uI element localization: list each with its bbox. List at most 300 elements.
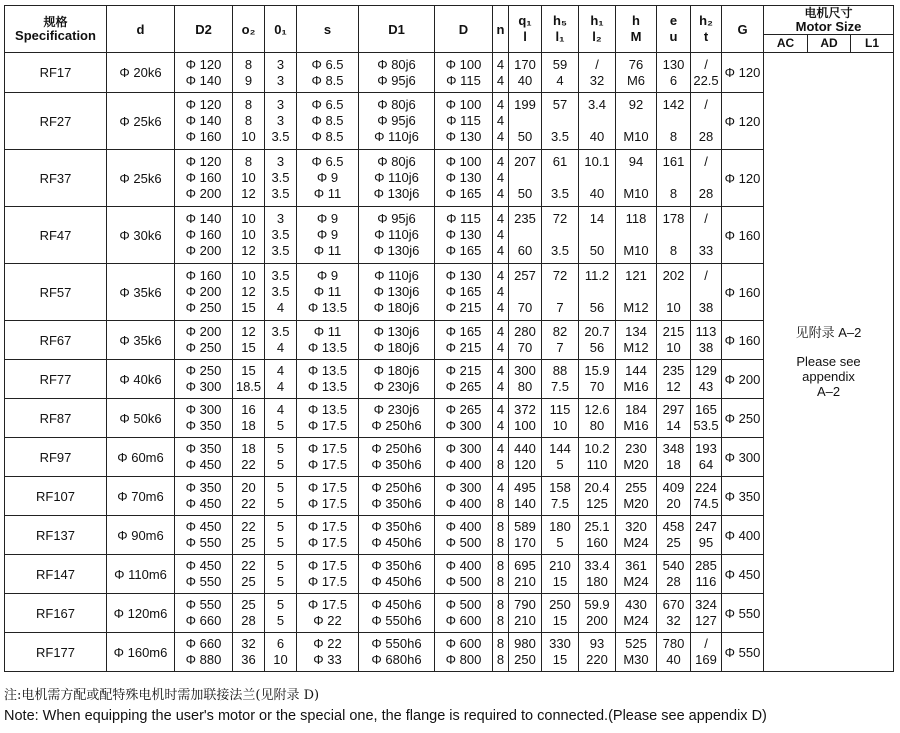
cell-value: 4: [276, 379, 285, 394]
cell-value: Φ 120: [185, 56, 222, 72]
cell-value: 10: [241, 211, 256, 226]
cell-g: Φ 450: [722, 555, 764, 594]
cell-value: Φ 17.5: [307, 535, 348, 550]
cell-spec: RF77: [5, 360, 107, 399]
cell-value: 116: [695, 574, 717, 589]
cell-value: 144: [625, 363, 647, 378]
cell-spec: RF107: [5, 477, 107, 516]
cell-value: 10: [666, 340, 681, 355]
cell-value: [509, 170, 541, 186]
cell-value: 94: [628, 154, 644, 169]
cell-value: Φ 100: [445, 56, 482, 72]
cell-value: Φ 100: [445, 97, 482, 112]
cell-d: Φ 60m6: [107, 438, 175, 477]
cell-value: Φ 110j6: [374, 129, 419, 144]
header-t: t: [703, 29, 709, 44]
cell-value: 4: [496, 300, 505, 315]
cell-h: [616, 321, 657, 360]
cell-value: Φ 215: [445, 363, 482, 378]
table-row: [5, 633, 894, 672]
cell-value: [616, 284, 656, 300]
cell-n: [493, 360, 509, 399]
table-row: [5, 321, 894, 360]
cell-d1: [359, 516, 435, 555]
table-row: [5, 477, 894, 516]
cell-value: 4: [276, 340, 285, 355]
header-h-m: [616, 6, 657, 53]
header-spec-zh: 规格: [43, 14, 68, 29]
cell-h: [616, 399, 657, 438]
cell-value: Φ 8.5: [311, 72, 344, 88]
cell-value: M24: [623, 535, 649, 550]
cell-value: 142: [662, 97, 685, 112]
cell-value: [691, 227, 721, 243]
cell-value: 4: [496, 340, 505, 355]
cell-value: Φ 660: [185, 613, 222, 628]
cell-value: 18.5: [235, 379, 262, 394]
cell-value: 12: [666, 379, 681, 394]
cell-s: [297, 516, 359, 555]
cell-h1: [579, 516, 616, 555]
cell-value: 72: [552, 211, 568, 226]
cell-value: 255: [625, 480, 647, 495]
cell-value: 695: [514, 558, 536, 573]
cell-value: 15: [241, 340, 256, 355]
cell-value: 440: [514, 441, 536, 456]
cell-value: 5: [556, 535, 564, 550]
cell-value: 72: [552, 268, 568, 283]
table-header: [5, 6, 894, 53]
cell-value: 3.5: [271, 268, 290, 283]
header-l: l: [523, 29, 527, 44]
cell-value: 257: [514, 268, 536, 283]
cell-value: Φ 130: [445, 129, 482, 144]
cell-value: 120: [514, 457, 536, 472]
cell-value: Φ 550: [185, 597, 222, 612]
header-h5: h₅: [553, 13, 567, 28]
cell-value: 200: [586, 613, 608, 628]
cell-value: 64: [698, 457, 714, 472]
cell-value: 790: [514, 597, 536, 612]
cell-value: 118: [625, 211, 647, 226]
cell-value: 18: [241, 418, 256, 433]
cell-value: Φ 180j6: [373, 300, 420, 315]
cell-h: [616, 438, 657, 477]
cell-d1: [359, 53, 435, 93]
cell-value: 15: [552, 652, 568, 667]
cell-value: Φ 130j6: [373, 324, 420, 339]
cell-o2: [233, 555, 265, 594]
cell-value: 3.5: [271, 243, 290, 258]
header-ad: AD: [808, 35, 851, 53]
cell-spec: RF147: [5, 555, 107, 594]
cell-value: Φ 600: [445, 613, 482, 628]
cell-d1: [359, 399, 435, 438]
cell-value: 80: [589, 418, 605, 433]
cell-e: [657, 264, 691, 321]
cell-h2: [691, 93, 722, 150]
cell-value: 235: [662, 363, 685, 378]
cell-value: [616, 113, 656, 129]
cell-value: Φ 115: [446, 113, 481, 128]
cell-value: Φ 130j6: [373, 284, 420, 299]
cell-value: Φ 110j6: [374, 268, 419, 283]
cell-d: [435, 150, 493, 207]
cell-value: 8: [496, 636, 505, 651]
cell-h: [616, 207, 657, 264]
cell-e: [657, 321, 691, 360]
table-row: [5, 438, 894, 477]
cell-h2: [691, 555, 722, 594]
cell-o2: [233, 207, 265, 264]
cell-value: 215: [662, 324, 685, 339]
cell-n: [493, 438, 509, 477]
cell-value: Φ 9: [316, 268, 339, 283]
cell-value: [691, 113, 721, 129]
cell-value: Φ 400: [445, 496, 482, 511]
cell-d2: [175, 438, 233, 477]
cell-s: [297, 93, 359, 150]
cell-value: Φ 250h6: [371, 480, 422, 495]
cell-h5: [542, 53, 579, 93]
cell-n: [493, 477, 509, 516]
cell-value: Φ 400: [445, 558, 482, 573]
cell-value: Φ 250: [185, 340, 222, 355]
cell-value: 4: [496, 441, 505, 456]
cell-d: [435, 555, 493, 594]
table-row: [5, 93, 894, 150]
header-n: n: [493, 6, 509, 53]
cell-q1: [509, 399, 542, 438]
cell-value: /: [704, 97, 708, 112]
cell-value: /: [704, 211, 708, 226]
cell-value: [579, 170, 615, 186]
cell-d: [435, 321, 493, 360]
cell-value: 11.2: [584, 268, 610, 283]
cell-value: 115: [549, 402, 571, 417]
cell-value: 8: [496, 597, 505, 612]
cell-value: 5: [276, 574, 285, 589]
cell-value: 10: [273, 652, 288, 667]
cell-h5: [542, 207, 579, 264]
cell-value: Φ 265: [445, 379, 482, 394]
cell-d: [435, 264, 493, 321]
cell-d2: [175, 150, 233, 207]
cell-value: Φ 500: [445, 574, 482, 589]
cell-value: 5: [276, 519, 285, 534]
cell-value: 207: [514, 154, 536, 169]
cell-h5: [542, 555, 579, 594]
cell-d2: [175, 360, 233, 399]
cell-spec: RF97: [5, 438, 107, 477]
cell-value: 8: [244, 97, 253, 112]
cell-h1: [579, 321, 616, 360]
cell-value: 348: [662, 441, 685, 456]
cell-d2: [175, 477, 233, 516]
cell-value: 144: [549, 441, 571, 456]
cell-e: [657, 399, 691, 438]
cell-value: 93: [589, 636, 605, 651]
cell-value: 458: [662, 519, 685, 534]
cell-d1: [359, 207, 435, 264]
cell-value: M16: [623, 418, 649, 433]
cell-value: 8: [496, 613, 505, 628]
cell-h2: [691, 477, 722, 516]
cell-h1: [579, 633, 616, 672]
cell-value: Φ 115: [446, 72, 481, 88]
cell-h5: [542, 477, 579, 516]
cell-value: 430: [625, 597, 647, 612]
cell-q1: [509, 516, 542, 555]
cell-value: 8: [496, 574, 505, 589]
cell-d2: [175, 633, 233, 672]
cell-value: 18: [666, 457, 681, 472]
cell-value: Φ 550: [185, 574, 222, 589]
cell-value: 33.4: [584, 558, 610, 573]
cell-value: 12: [241, 243, 256, 258]
cell-q1: [509, 264, 542, 321]
cell-s: [297, 555, 359, 594]
cell-value: 70: [589, 379, 605, 394]
cell-value: 7: [556, 340, 564, 355]
cell-s: [297, 399, 359, 438]
header-motor-zh: 电机尺寸: [804, 5, 853, 20]
cell-value: Φ 13.5: [307, 363, 348, 378]
cell-value: 25: [241, 535, 256, 550]
cell-d: Φ 35k6: [107, 321, 175, 360]
cell-s: [297, 264, 359, 321]
header-h1-l2: [579, 6, 616, 53]
cell-o1: [265, 594, 297, 633]
cell-value: 7.5: [550, 379, 570, 394]
cell-value: 4: [496, 243, 505, 258]
cell-value: Φ 250h6: [371, 418, 422, 433]
cell-spec: RF177: [5, 633, 107, 672]
cell-value: 50: [589, 243, 605, 258]
cell-h5: [542, 438, 579, 477]
header-ac: AC: [764, 35, 808, 53]
table-row: [5, 594, 894, 633]
cell-value: 4: [496, 324, 505, 339]
cell-value: 59: [552, 56, 568, 72]
cell-value: 59.9: [584, 597, 610, 612]
cell-e: [657, 516, 691, 555]
header-s: s: [297, 6, 359, 53]
header-l2: l₂: [592, 29, 602, 44]
cell-value: 22.5: [693, 72, 719, 88]
cell-value: [657, 284, 690, 300]
cell-value: Φ 200: [185, 186, 222, 201]
cell-value: 95: [698, 535, 714, 550]
cell-d1: [359, 633, 435, 672]
cell-q1: [509, 633, 542, 672]
cell-value: 300: [514, 363, 536, 378]
cell-value: 25: [241, 597, 256, 612]
cell-value: Φ 350h6: [371, 519, 422, 534]
cell-value: 5: [276, 441, 285, 456]
motor-note-gap: [764, 340, 893, 354]
cell-value: 4: [496, 480, 505, 495]
cell-n: [493, 207, 509, 264]
cell-value: Φ 95j6: [377, 113, 416, 128]
cell-value: M24: [623, 613, 649, 628]
cell-g: Φ 120: [722, 93, 764, 150]
cell-q1: [509, 93, 542, 150]
cell-value: 82: [552, 324, 568, 339]
cell-spec: RF17: [5, 53, 107, 93]
cell-value: M30: [623, 652, 649, 667]
cell-value: 180: [586, 574, 608, 589]
cell-value: 250: [514, 652, 536, 667]
cell-h: [616, 93, 657, 150]
cell-n: [493, 555, 509, 594]
cell-value: Φ 550h6: [371, 613, 422, 628]
cell-value: 22: [241, 519, 256, 534]
cell-value: 324: [695, 597, 717, 612]
cell-value: 980: [514, 636, 536, 651]
cell-o1: [265, 438, 297, 477]
cell-value: 8: [244, 113, 253, 128]
cell-value: 5: [276, 496, 285, 511]
cell-o1: [265, 633, 297, 672]
cell-value: 60: [517, 243, 533, 258]
cell-value: 361: [625, 558, 647, 573]
cell-value: Φ 550: [185, 535, 222, 550]
cell-q1: [509, 438, 542, 477]
table-row: [5, 264, 894, 321]
cell-g: Φ 350: [722, 477, 764, 516]
table-row: [5, 360, 894, 399]
cell-value: 5: [276, 597, 285, 612]
cell-value: 180: [549, 519, 571, 534]
header-q1-l: [509, 6, 542, 53]
cell-value: /: [704, 268, 708, 283]
cell-o2: [233, 150, 265, 207]
cell-n: [493, 399, 509, 438]
cell-value: 20: [241, 480, 256, 495]
cell-value: 199: [514, 97, 536, 112]
cell-d2: [175, 399, 233, 438]
cell-value: Φ 800: [445, 652, 482, 667]
cell-d: [435, 360, 493, 399]
cell-o2: [233, 264, 265, 321]
cell-value: 3: [276, 72, 285, 88]
cell-value: 40: [517, 72, 533, 88]
cell-value: Φ 160: [185, 129, 222, 144]
cell-value: 3.5: [271, 324, 290, 339]
cell-o1: [265, 264, 297, 321]
cell-o2: [233, 477, 265, 516]
cell-value: 12: [241, 324, 256, 339]
cell-value: Φ 11: [313, 324, 342, 339]
cell-d: Φ 110m6: [107, 555, 175, 594]
cell-value: 7: [556, 300, 564, 315]
cell-value: M12: [623, 340, 649, 355]
cell-n: [493, 516, 509, 555]
cell-h1: [579, 477, 616, 516]
cell-value: 74.5: [693, 496, 719, 511]
cell-h5: [542, 360, 579, 399]
cell-value: 28: [698, 186, 714, 201]
cell-value: 169: [695, 652, 717, 667]
cell-value: Φ 130j6: [373, 186, 420, 201]
cell-h5: [542, 150, 579, 207]
cell-value: 4: [496, 284, 505, 299]
cell-value: Φ 880: [185, 652, 222, 667]
cell-value: 125: [586, 496, 608, 511]
table-row: [5, 53, 894, 93]
cell-h2: [691, 321, 722, 360]
cell-value: 3: [276, 56, 285, 72]
cell-value: 202: [662, 268, 685, 283]
cell-value: Φ 165: [445, 186, 482, 201]
cell-g: Φ 250: [722, 399, 764, 438]
cell-s: [297, 321, 359, 360]
cell-value: 4: [276, 300, 285, 315]
cell-s: [297, 53, 359, 93]
cell-value: 10.1: [584, 154, 610, 169]
cell-value: Φ 9: [316, 211, 339, 226]
cell-o2: [233, 399, 265, 438]
cell-value: Φ 17.5: [307, 597, 348, 612]
cell-h1: [579, 360, 616, 399]
cell-value: Φ 180j6: [373, 363, 420, 378]
cell-o1: [265, 399, 297, 438]
cell-value: 3.4: [587, 97, 607, 112]
cell-value: [542, 170, 578, 186]
cell-value: 12.6: [584, 402, 610, 417]
cell-value: 3.5: [271, 186, 290, 201]
cell-value: Φ 140: [185, 72, 222, 88]
cell-value: 10: [241, 129, 256, 144]
cell-value: [542, 284, 578, 300]
cell-value: Φ 13.5: [307, 379, 348, 394]
cell-e: [657, 633, 691, 672]
cell-o2: [233, 516, 265, 555]
cell-value: 670: [662, 597, 685, 612]
header-d: d: [107, 6, 175, 53]
cell-value: 170: [514, 56, 536, 72]
cell-value: 10: [666, 300, 681, 315]
cell-value: 4: [496, 227, 505, 242]
cell-value: [509, 227, 541, 243]
cell-value: Φ 160: [185, 268, 222, 283]
cell-d1: [359, 477, 435, 516]
cell-value: 10: [241, 227, 256, 242]
cell-value: Φ 300: [185, 379, 222, 394]
cell-value: 88: [552, 363, 568, 378]
cell-h5: [542, 264, 579, 321]
cell-e: [657, 53, 691, 93]
cell-h2: [691, 633, 722, 672]
cell-value: Φ 450: [185, 457, 222, 472]
cell-d1: [359, 264, 435, 321]
cell-value: 100: [514, 418, 536, 433]
cell-d2: [175, 53, 233, 93]
cell-value: Φ 350h6: [371, 496, 422, 511]
cell-o1: [265, 477, 297, 516]
cell-value: Φ 17.5: [307, 519, 348, 534]
cell-value: 7.5: [550, 496, 570, 511]
cell-value: 121: [625, 268, 647, 283]
cell-h1: [579, 555, 616, 594]
cell-h: [616, 555, 657, 594]
cell-value: 10: [552, 418, 568, 433]
cell-h: [616, 150, 657, 207]
cell-value: M20: [623, 457, 649, 472]
cell-e: [657, 477, 691, 516]
cell-value: 40: [589, 186, 605, 201]
